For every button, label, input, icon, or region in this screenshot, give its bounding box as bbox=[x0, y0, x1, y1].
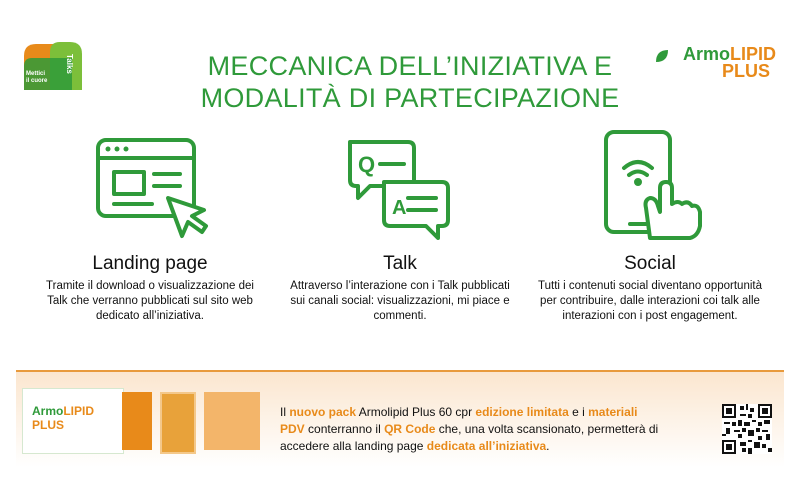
highlight-qr-code: QR Code bbox=[384, 422, 436, 436]
armolipid-plus-logo bbox=[654, 44, 776, 92]
pack-brand bbox=[32, 404, 94, 432]
bottom-text-part: Il bbox=[280, 405, 290, 419]
column-text: Tutti i contenuti social diventano opportunità per contribuire, dalle interazioni coi talk alle interazioni con i post engagement. bbox=[538, 280, 762, 322]
bottom-text-part: che, una volta scansionato, permetterà di accedere alla landing page bbox=[280, 422, 659, 453]
pack-lipid: LIPID bbox=[63, 404, 95, 418]
talks-logo-text bbox=[26, 71, 47, 85]
bottom-text-part: Armolipid Plus 60 cpr bbox=[356, 405, 476, 419]
svg-text:Q: Q bbox=[358, 152, 376, 177]
column-title: Landing page bbox=[92, 253, 208, 274]
bottom-description bbox=[280, 404, 660, 455]
bottom-text-part: . bbox=[546, 439, 550, 453]
display-stand-image bbox=[122, 392, 152, 450]
highlight-pdv-materials: materiali PDV bbox=[280, 405, 638, 436]
highlight-dedicated: dedicata all’iniziativa bbox=[426, 439, 547, 453]
brand-armo: Armo bbox=[682, 44, 730, 64]
qa-chat-icon bbox=[340, 128, 460, 243]
pos-card-image bbox=[160, 392, 196, 454]
highlight-new-pack: nuovo pack bbox=[289, 405, 357, 419]
brand-lipid: LIPID bbox=[729, 44, 776, 64]
page-title: MECCANICA DELL’INIZIATIVA E MODALITÀ DI PARTECIPAZIONE bbox=[200, 51, 620, 113]
brand-plus: PLUS bbox=[721, 61, 770, 81]
column-landing-page bbox=[30, 128, 270, 324]
talks-logo-word: Talks bbox=[65, 54, 74, 74]
bottom-text-part: e i bbox=[568, 405, 589, 419]
column-talk bbox=[280, 128, 520, 324]
column-social bbox=[530, 128, 770, 324]
bottom-text-part: conterranno il bbox=[304, 422, 385, 436]
column-text: Tramite il download o visualizzazione dei Talk che verranno pubblicati sul sito web dedicato all’iniziativa. bbox=[46, 280, 254, 322]
talks-logo-line2: il cuore bbox=[26, 78, 48, 84]
talks-logo-line1: Mettici bbox=[26, 71, 46, 77]
leaf-icon bbox=[654, 48, 670, 64]
svg-text:A: A bbox=[392, 197, 407, 219]
pack-plus: PLUS bbox=[32, 418, 65, 432]
tablet-touch-icon bbox=[590, 128, 710, 243]
column-title: Talk bbox=[383, 253, 417, 274]
highlight-limited-edition: edizione limitata bbox=[475, 405, 569, 419]
column-text: Attraverso l’interazione con i Talk pubblicati sui canali social: visualizzazioni, mi piace e commenti. bbox=[290, 280, 510, 322]
pack-armo: Armo bbox=[32, 404, 64, 418]
column-title: Social bbox=[624, 253, 676, 274]
pos-material-image bbox=[204, 392, 260, 450]
browser-cursor-icon bbox=[90, 128, 210, 243]
qr-code-icon bbox=[722, 404, 772, 454]
